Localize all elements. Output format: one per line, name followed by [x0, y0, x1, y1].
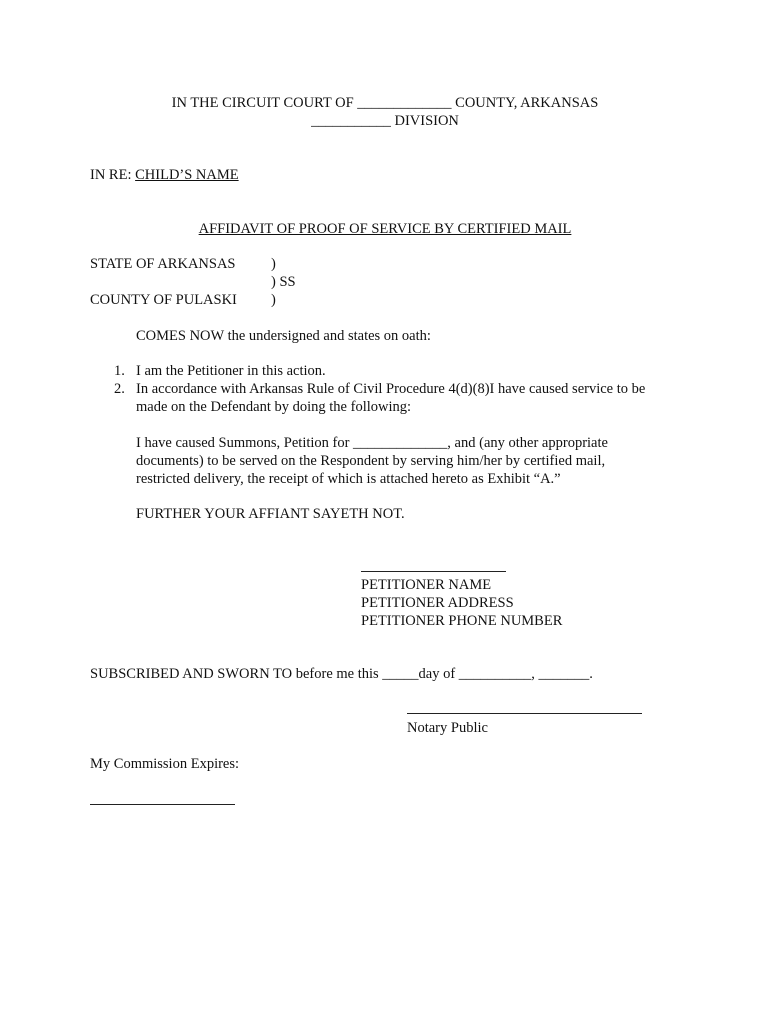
- item-2-number: 2.: [114, 381, 125, 397]
- service-paragraph-line-2: documents) to be served on the Respondent by serving him/her by certified mail,: [136, 453, 606, 469]
- venue-county: COUNTY OF PULASKI: [90, 292, 237, 308]
- notary-public-label: Notary Public: [407, 720, 488, 736]
- notary-signature-line: [407, 713, 642, 714]
- service-paragraph-line-1: I have caused Summons, Petition for _____________, and (any other appropriate: [136, 435, 608, 451]
- commission-date-line: [90, 804, 235, 805]
- service-paragraph-line-3: restricted delivery, the receipt of which is attached hereto as Exhibit “A.”: [136, 471, 561, 487]
- venue-ss: ) SS: [271, 274, 296, 290]
- item-2-text-line-1: In accordance with Arkansas Rule of Civil Procedure 4(d)(8)I have caused service to be: [136, 381, 646, 397]
- petitioner-address: PETITIONER ADDRESS: [361, 595, 514, 611]
- in-re-prefix: IN RE:: [90, 167, 136, 183]
- item-1-text: I am the Petitioner in this action.: [136, 363, 326, 379]
- court-caption: IN THE CIRCUIT COURT OF _____________ COUNTY, ARKANSAS: [171, 95, 599, 111]
- document-title: AFFIDAVIT OF PROOF OF SERVICE BY CERTIFIED MAIL: [198, 221, 572, 237]
- child-name: CHILD’S NAME: [135, 167, 239, 183]
- commission-expires-label: My Commission Expires:: [90, 756, 240, 772]
- item-1-number: 1.: [114, 363, 125, 379]
- division-line: ___________ DIVISION: [311, 113, 459, 129]
- subscribed-sworn-line: SUBSCRIBED AND SWORN TO before me this _____day of __________, _______.: [90, 666, 593, 682]
- petitioner-name: PETITIONER NAME: [361, 577, 492, 593]
- venue-paren-3: ): [271, 292, 276, 308]
- petitioner-phone: PETITIONER PHONE NUMBER: [361, 613, 563, 629]
- venue-paren-1: ): [271, 256, 276, 272]
- venue-state: STATE OF ARKANSAS: [90, 256, 236, 272]
- comes-now-line: COMES NOW the undersigned and states on oath:: [136, 328, 431, 344]
- in-re-line: [90, 166, 239, 184]
- item-2-text-line-2: made on the Defendant by doing the following:: [136, 399, 412, 415]
- further-affiant-line: FURTHER YOUR AFFIANT SAYETH NOT.: [136, 506, 405, 522]
- petitioner-signature-line: [361, 571, 506, 572]
